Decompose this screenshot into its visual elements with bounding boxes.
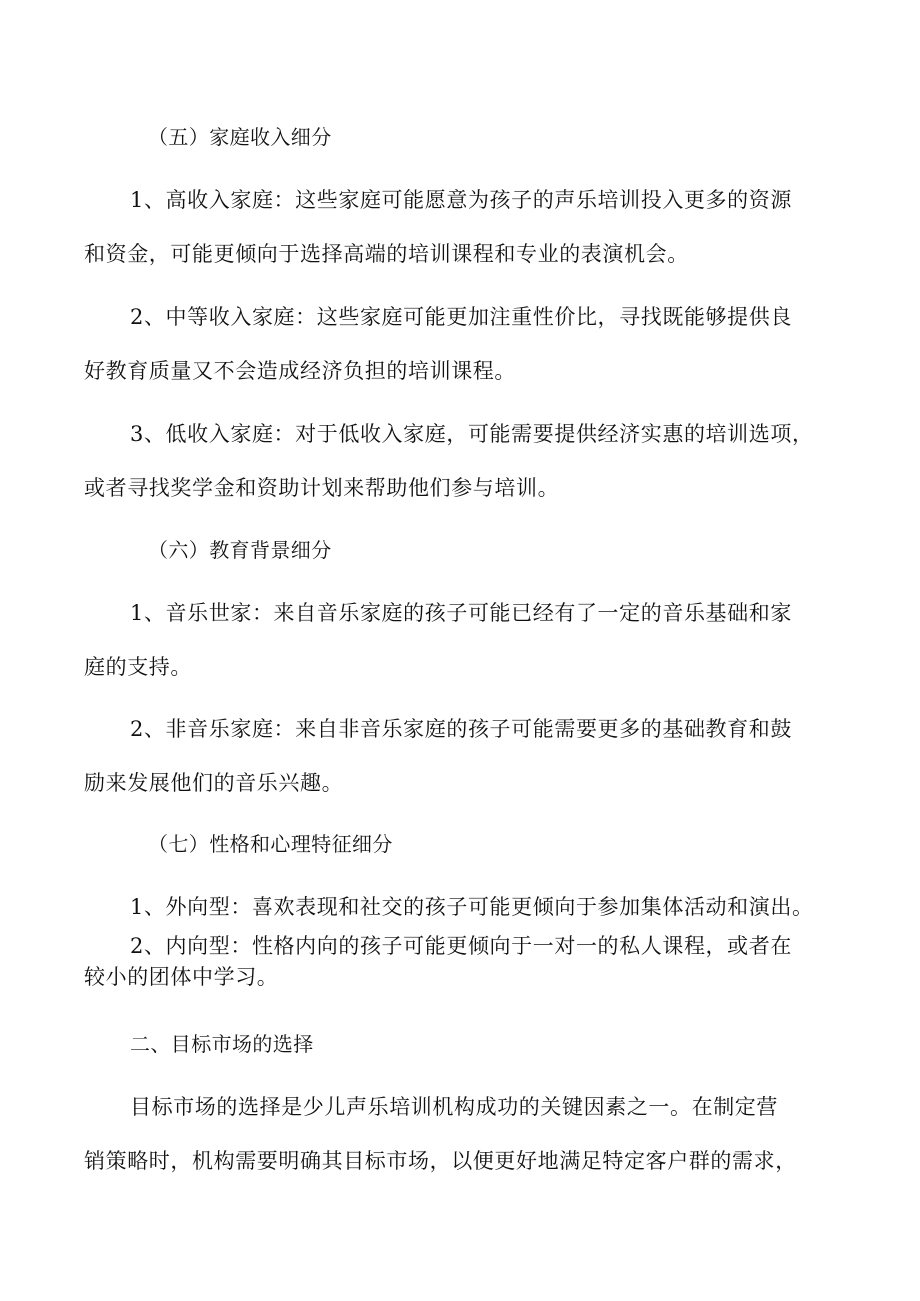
- paragraph-line: 2、内向型：性格内向的孩子可能更倾向于一对一的私人课程，或者在: [130, 934, 792, 958]
- chapter-heading-target-market: 二、目标市场的选择: [130, 1032, 314, 1056]
- section-heading-personality: （七）性格和心理特征细分: [148, 832, 393, 856]
- paragraph-line: 2、非音乐家庭：来自非音乐家庭的孩子可能需要更多的基础教育和鼓: [130, 717, 792, 741]
- paragraph-line: 庭的支持。: [84, 655, 192, 679]
- paragraph-line: 好教育质量又不会造成经济负担的培训课程。: [84, 359, 516, 383]
- paragraph-line: 较小的团体中学习。: [84, 965, 279, 989]
- section-heading-income: （五）家庭收入细分: [148, 125, 332, 149]
- paragraph-line: 2、中等收入家庭：这些家庭可能更加注重性价比，寻找既能够提供良: [130, 305, 792, 329]
- paragraph-line: 1、高收入家庭：这些家庭可能愿意为孩子的声乐培训投入更多的资源: [130, 188, 792, 212]
- paragraph-line: 1、音乐世家：来自音乐家庭的孩子可能已经有了一定的音乐基础和家: [130, 601, 792, 625]
- section-heading-education: （六）教育背景细分: [148, 538, 332, 562]
- paragraph-line: 或者寻找奖学金和资助计划来帮助他们参与培训。: [84, 476, 560, 500]
- paragraph-line: 3、低收入家庭：对于低收入家庭，可能需要提供经济实惠的培训选项，: [130, 422, 814, 446]
- paragraph-line: 和资金，可能更倾向于选择高端的培训课程和专业的表演机会。: [84, 242, 689, 266]
- paragraph-line: 目标市场的选择是少儿声乐培训机构成功的关键因素之一。在制定营: [130, 1095, 778, 1119]
- paragraph-line: 销策略时，机构需要明确其目标市场，以便更好地满足特定客户群的需求，: [84, 1149, 797, 1173]
- paragraph-line: 1、外向型：喜欢表现和社交的孩子可能更倾向于参加集体活动和演出。: [130, 895, 814, 919]
- paragraph-line: 励来发展他们的音乐兴趣。: [84, 771, 344, 795]
